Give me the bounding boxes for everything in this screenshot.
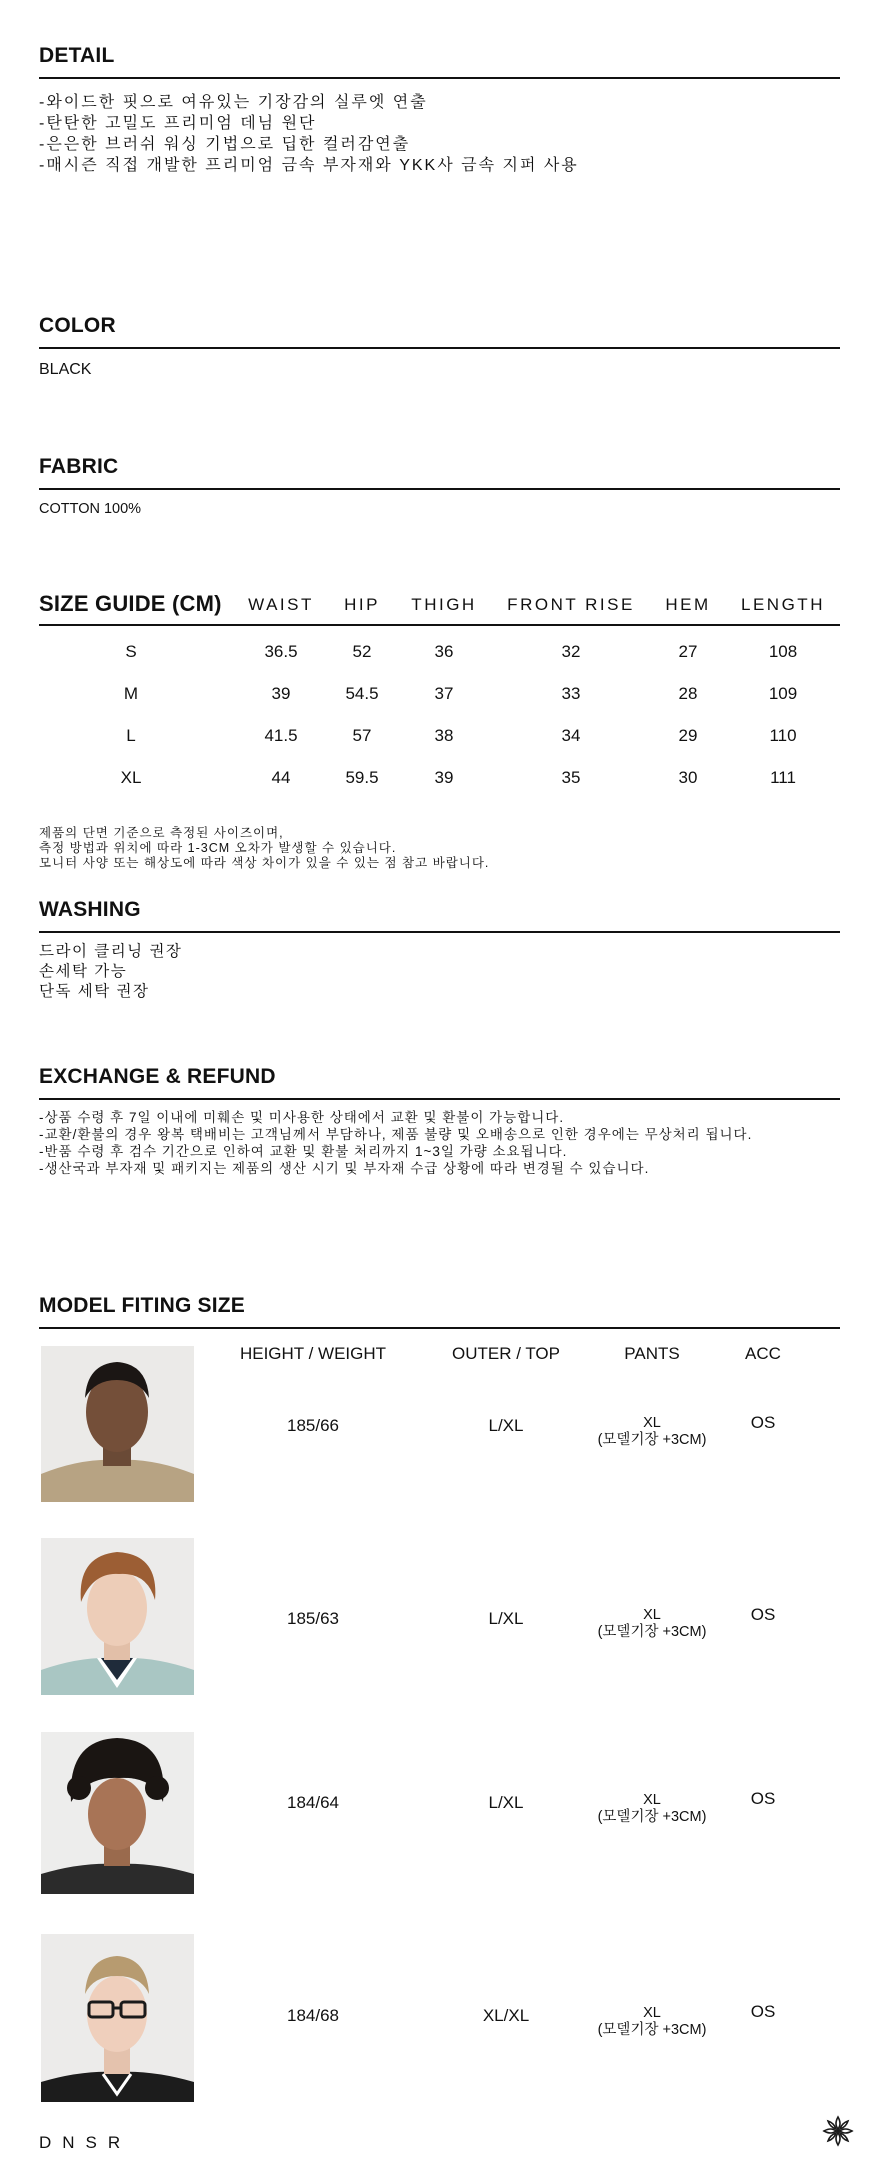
model-photo-1 bbox=[41, 1346, 194, 1502]
size-value: 59.5 bbox=[345, 768, 379, 787]
model-acc: OS bbox=[750, 1413, 776, 1432]
model-outer-top: L/XL bbox=[488, 1416, 524, 1435]
model-acc: OS bbox=[750, 1605, 776, 1624]
size-value: 37 bbox=[434, 684, 454, 703]
washing-line: 단독 세탁 권장 bbox=[39, 983, 150, 1000]
color-value: BLACK bbox=[39, 361, 92, 378]
model-fitting-title: MODEL FITING SIZE bbox=[39, 1294, 246, 1317]
size-label: S bbox=[125, 642, 137, 661]
model-acc: OS bbox=[750, 1789, 776, 1808]
model-photo-4 bbox=[41, 1934, 194, 2102]
size-value: 108 bbox=[768, 642, 798, 661]
detail-line: -은은한 브러쉬 워싱 기법으로 딥한 컬러감연출 bbox=[39, 136, 411, 153]
model-photo-3 bbox=[41, 1732, 194, 1894]
model-pants: XL bbox=[643, 1607, 661, 1623]
size-col-hem: HEM bbox=[665, 595, 711, 614]
model-acc: OS bbox=[750, 2002, 776, 2021]
size-value: 30 bbox=[678, 768, 698, 787]
color-title: COLOR bbox=[39, 314, 116, 337]
size-value: 41.5 bbox=[264, 726, 298, 745]
washing-line: 손세탁 가능 bbox=[39, 963, 128, 980]
brand-logo: DNSR bbox=[39, 2133, 132, 2152]
exchange-line: -생산국과 부자재 및 패키지는 제품의 생산 시기 및 부자재 수급 상황에 따라 변경될 수 있습니다. bbox=[39, 1161, 650, 1176]
model-outer-top: L/XL bbox=[488, 1793, 524, 1812]
size-guide-divider bbox=[39, 624, 840, 626]
size-value: 35 bbox=[561, 768, 581, 787]
model-height-weight: 184/64 bbox=[287, 1793, 339, 1812]
model-height-weight: 185/66 bbox=[287, 1416, 339, 1435]
model-height-weight: 184/68 bbox=[287, 2006, 339, 2025]
size-note: 모니터 사양 또는 해상도에 따라 색상 차이가 있을 수 있는 점 참고 바랍니다. bbox=[39, 856, 490, 870]
size-value: 44 bbox=[271, 768, 291, 787]
size-value: 27 bbox=[678, 642, 698, 661]
detail-divider bbox=[39, 77, 840, 79]
model-outer-top: XL/XL bbox=[482, 2006, 530, 2025]
size-guide-title: SIZE GUIDE (CM) bbox=[39, 591, 222, 616]
exchange-line: -반품 수령 후 검수 기간으로 인하여 교환 및 환불 처리까지 1~3일 가량 소요됩니다. bbox=[39, 1144, 568, 1159]
size-col-hip: HIP bbox=[344, 595, 380, 614]
size-value: 28 bbox=[678, 684, 698, 703]
model-pants-note: (모델기장 +3CM) bbox=[597, 2022, 707, 2038]
size-value: 109 bbox=[768, 684, 798, 703]
size-value: 32 bbox=[561, 642, 581, 661]
model-col-height-weight: HEIGHT / WEIGHT bbox=[239, 1344, 387, 1363]
exchange-line: -교환/환불의 경우 왕복 택배비는 고객님께서 부담하나, 제품 불량 및 오배송으로 인한 경우에는 무상처리 됩니다. bbox=[39, 1127, 753, 1142]
detail-title: DETAIL bbox=[39, 44, 115, 67]
detail-line: -매시즌 직접 개발한 프리미엄 금속 부자재와 YKK사 금속 지퍼 사용 bbox=[39, 157, 579, 174]
washing-divider bbox=[39, 931, 840, 933]
exchange-line: -상품 수령 후 7일 이내에 미훼손 및 미사용한 상태에서 교환 및 환불이 가능합니다. bbox=[39, 1110, 565, 1125]
fabric-divider bbox=[39, 488, 840, 490]
model-pants: XL bbox=[643, 2005, 661, 2021]
size-value: 29 bbox=[678, 726, 698, 745]
detail-line: -탄탄한 고밀도 프리미엄 데님 원단 bbox=[39, 115, 317, 132]
model-outer-top: L/XL bbox=[488, 1609, 524, 1628]
size-col-thigh: THIGH bbox=[411, 595, 477, 614]
exchange-title: EXCHANGE & REFUND bbox=[39, 1065, 276, 1088]
washing-line: 드라이 클리닝 권장 bbox=[39, 943, 183, 960]
model-fitting-divider bbox=[39, 1327, 840, 1329]
model-pants-note: (모델기장 +3CM) bbox=[597, 1624, 707, 1640]
model-col-pants: PANTS bbox=[624, 1344, 680, 1363]
exchange-divider bbox=[39, 1098, 840, 1100]
fabric-value: COTTON 100% bbox=[39, 501, 142, 517]
size-value: 54.5 bbox=[345, 684, 379, 703]
color-divider bbox=[39, 347, 840, 349]
size-note: 제품의 단면 기준으로 측정된 사이즈이며, bbox=[39, 826, 284, 840]
model-pants: XL bbox=[643, 1415, 661, 1431]
model-col-outer-top: OUTER / TOP bbox=[451, 1344, 561, 1363]
size-value: 57 bbox=[352, 726, 372, 745]
size-value: 39 bbox=[271, 684, 291, 703]
fabric-title: FABRIC bbox=[39, 455, 119, 478]
washing-title: WASHING bbox=[39, 898, 141, 921]
size-value: 38 bbox=[434, 726, 454, 745]
size-value: 36.5 bbox=[264, 642, 298, 661]
size-col-waist: WAIST bbox=[248, 595, 314, 614]
size-value: 111 bbox=[770, 768, 796, 787]
size-value: 110 bbox=[769, 726, 797, 745]
size-label: M bbox=[123, 684, 139, 703]
size-value: 36 bbox=[434, 642, 454, 661]
size-value: 33 bbox=[561, 684, 581, 703]
model-photo-2 bbox=[41, 1538, 194, 1695]
model-pants: XL bbox=[643, 1792, 661, 1808]
size-col-length: LENGTH bbox=[741, 595, 825, 614]
size-value: 52 bbox=[352, 642, 372, 661]
flower-emblem-icon bbox=[821, 2114, 855, 2148]
model-pants-note: (모델기장 +3CM) bbox=[597, 1809, 707, 1825]
detail-line: -와이드한 핏으로 여유있는 기장감의 실루엣 연출 bbox=[39, 94, 428, 111]
size-value: 39 bbox=[434, 768, 454, 787]
model-col-acc: ACC bbox=[745, 1344, 781, 1363]
size-label: XL bbox=[120, 768, 142, 787]
model-pants-note: (모델기장 +3CM) bbox=[597, 1432, 707, 1448]
size-value: 34 bbox=[561, 726, 581, 745]
size-label: L bbox=[126, 726, 136, 745]
size-note: 측정 방법과 위치에 따라 1-3CM 오차가 발생할 수 있습니다. bbox=[39, 841, 397, 855]
model-height-weight: 185/63 bbox=[287, 1609, 339, 1628]
size-col-front-rise: FRONT RISE bbox=[507, 595, 635, 614]
